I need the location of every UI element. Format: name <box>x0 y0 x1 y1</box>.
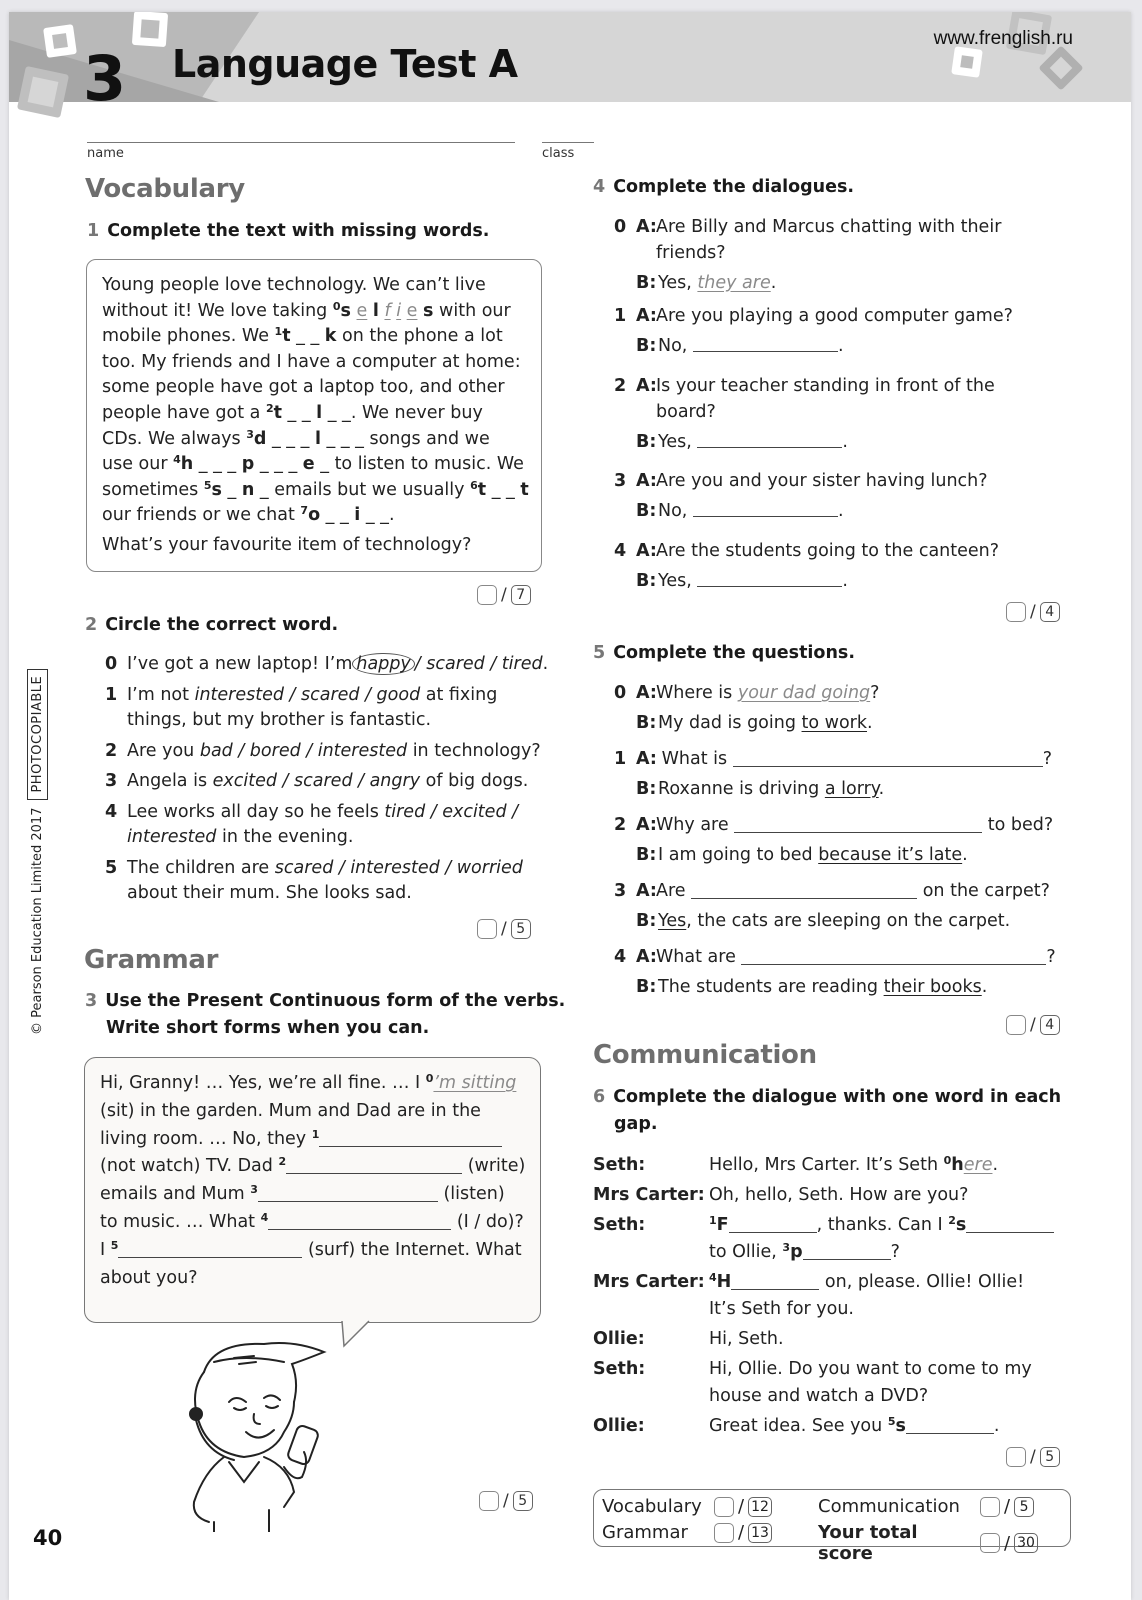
question-item: 1 A: What is ? <box>614 749 1052 769</box>
dialogue-line: Mrs Carter: $^4$H on, please. Ollie! Ollie! It’s Seth for you. <box>593 1271 1025 1319</box>
decorative-square-icon <box>951 46 983 78</box>
dialogue-item: 3 A: Are you and your sister having lunch? <box>614 471 988 492</box>
answer-blank-5[interactable] <box>906 1416 994 1434</box>
answer-blank-1[interactable] <box>319 1129 502 1147</box>
exercise-5-list: 0 A: Where is your dad going? B: My dad is going to work. 1 A: What is ? B: Roxanne is driving a lorry. 2 A: Why are to bed? B: I am going to bed because it’s late. 3 A: Are on the carpet? B: Yes, the cats are sleeping on the carpet. 4 A: What are ? B: The students are reading their books. <box>614 680 1084 1000</box>
dialogue-item: 2 A: Is your teacher standing in front of the board? <box>614 375 995 422</box>
score-max: 5 <box>511 919 531 939</box>
exercise-1-textbox <box>86 259 542 572</box>
decorative-square-icon <box>43 24 77 58</box>
summary-grammar: Grammar / 13 <box>602 1522 772 1543</box>
answer-blank-2[interactable] <box>286 1156 462 1174</box>
circled-answer: happy <box>352 653 414 675</box>
answer-blank-1[interactable] <box>729 1215 817 1233</box>
class-field[interactable] <box>542 142 594 143</box>
exercise-1-title: 1 Complete the text with missing words. <box>87 221 490 241</box>
score-summary-box <box>593 1489 1071 1564</box>
decorative-square-icon <box>132 12 168 47</box>
question-item: 4 A: What are ? <box>614 947 1056 967</box>
score-input-box[interactable] <box>1006 602 1026 622</box>
score-input-box[interactable] <box>477 585 497 605</box>
answer-blank[interactable] <box>697 430 842 448</box>
score-input-box[interactable] <box>479 1491 499 1511</box>
dialogue-line: Ollie: Great idea. See you $^5$s . <box>593 1415 1000 1436</box>
list-item[interactable]: 3 Angela is excited / scared / angry of big dogs. <box>105 771 529 791</box>
score-max: 5 <box>1040 1447 1060 1467</box>
exercise-2-score: / 5 <box>477 919 531 939</box>
exercise-4-score: / 4 <box>1006 602 1060 622</box>
dialogue-line: Ollie: Hi, Seth. <box>593 1329 784 1349</box>
list-item[interactable]: 2 Are you bad / bored / interested in technology? <box>105 740 541 761</box>
answer-blank-4[interactable] <box>268 1212 451 1230</box>
exercise-5-score: / 4 <box>1006 1015 1060 1035</box>
score-input-box[interactable] <box>1006 1015 1026 1035</box>
dialogue-line: Seth: Hi, Ollie. Do you want to come to my house and watch a DVD? <box>593 1359 1032 1406</box>
section-vocabulary: Vocabulary <box>85 174 245 204</box>
worksheet-page <box>9 12 1131 1600</box>
answer-blank[interactable] <box>693 334 838 352</box>
exercise-4-title: 4 Complete the dialogues. <box>593 177 855 197</box>
score-input-box[interactable] <box>1006 1447 1026 1467</box>
name-label: name <box>87 146 124 161</box>
list-item: 0 I’ve got a new laptop! I’m happy / scared / tired. <box>105 654 549 674</box>
score-input-box[interactable] <box>477 919 497 939</box>
score-max: 4 <box>1040 1015 1060 1035</box>
dialogue-item: 0 A: Are Billy and Marcus chatting with their friends? <box>614 217 1002 263</box>
photocopiable-badge: PHOTOCOPIABLE <box>27 669 48 800</box>
answer-blank[interactable] <box>691 881 917 899</box>
dialogue-item: 4 A: Are the students going to the canteen? <box>614 540 1000 561</box>
answer-blank[interactable] <box>693 499 838 517</box>
list-item[interactable]: 1 I’m not interested / scared / good at fixing things, but my brother is fantastic. <box>105 684 498 730</box>
section-communication: Communication <box>593 1040 817 1070</box>
score-max: 7 <box>511 585 531 605</box>
question-item: 2 A: Why are to bed? <box>614 815 1054 835</box>
score-input-box[interactable] <box>980 1497 1000 1517</box>
question-item: 0 A: Where is your dad going? <box>614 683 880 703</box>
answer-blank-3[interactable] <box>258 1184 438 1202</box>
side-copyright <box>27 669 48 1035</box>
class-label: class <box>542 146 575 161</box>
dialogue-line: Seth: Hello, Mrs Carter. It’s Seth $^0$here. <box>593 1154 999 1175</box>
list-item[interactable]: 5 The children are scared / interested / worried about their mum. She looks sad. <box>105 857 523 903</box>
exercise-3-speech-bubble <box>84 1057 541 1323</box>
dialogue-line: Seth: $^1$F , thanks. Can I $^2$s to Ollie, $^3$p ? <box>593 1212 1073 1266</box>
score-input-box[interactable] <box>980 1533 1000 1553</box>
exercise-3-text: Hi, Granny! … Yes, we’re all fine. … I $^0$’m sitting (sit) in the garden. Mum and Dad are in the living room. … No, they $^1$ (not watch) TV. Dad $^2$ (write) emails and Mum $^3$ (listen) to music. … What $^4$ (I / do)? I $^5$ (surf) the Internet. What about you? <box>100 1072 526 1288</box>
score-input-box[interactable] <box>714 1497 734 1517</box>
section-grammar: Grammar <box>84 945 219 975</box>
dialogue-item: 1 A: Are you playing a good computer game? <box>614 306 1013 327</box>
exercise-1-text: Young people love technology. We can’t live without it! We love taking $^0$s e l f i e s with our mobile phones. We $^1$t _ _ k on the phone a lot too. My friends and I have a computer at home: some people have got a laptop too, and other people have got a $^2$t _ _ l _ _. We never buy CDs. We always $^3$d _ _ _ l _ _ _ songs and we use our $^4$h _ _ _ p _ _ _ e _ to listen to music. We sometimes $^5$s _ n _ emails but we usually $^6$t _ _ t our friends or we chat $^7$o _ _ i _ _. What’s your favourite item of technology? <box>102 275 529 555</box>
unit-number: 3 <box>83 42 125 115</box>
exercise-2-list <box>105 652 555 907</box>
question-item: 3 A: Are on the carpet? <box>614 881 1050 901</box>
page-number: 40 <box>33 1526 63 1550</box>
summary-vocabulary: Vocabulary / 12 <box>602 1496 772 1517</box>
exercise-6-title: 6 Complete the dialogue with one word in each gap. <box>593 1087 1062 1134</box>
copyright-text: © Pearson Education Limited 2017 <box>30 807 45 1035</box>
answer-blank-3[interactable] <box>803 1242 891 1260</box>
exercise-3-score: / 5 <box>479 1491 533 1511</box>
score-input-box[interactable] <box>714 1523 734 1543</box>
score-max: 5 <box>513 1491 533 1511</box>
answer-blank-2[interactable] <box>966 1215 1054 1233</box>
answer-blank[interactable] <box>697 569 842 587</box>
exercise-2-title: 2 Circle the correct word. <box>85 615 339 635</box>
answer-blank[interactable] <box>741 947 1046 965</box>
name-field[interactable] <box>87 142 515 143</box>
exercise-4-list: 0 A: Are Billy and Marcus chatting with their friends? B: Yes, they are . 1 A: Are you playing a good computer game? B: No, . 2 A: Is your teacher standing in front of the board? B: Yes, . 3 A: Are you and your sister having lunch? B: No, . 4 A: Are the students going to the canteen? B: Yes, . <box>614 215 1064 595</box>
answer-blank[interactable] <box>734 815 982 833</box>
dialogue-line: Mrs Carter: Oh, hello, Seth. How are you? <box>593 1185 969 1205</box>
speech-bubble-tail <box>339 1320 379 1350</box>
exercise-6-dialogue <box>593 1152 1073 1440</box>
list-item[interactable]: 4 Lee works all day so he feels tired / excited / interested in the evening. <box>105 801 519 847</box>
decorative-square-icon <box>17 66 69 118</box>
site-url: www.frenglish.ru <box>933 28 1073 49</box>
answer-blank[interactable] <box>733 749 1043 767</box>
summary-communication: Communication / 5 <box>818 1496 1034 1517</box>
page-title: Language Test A <box>172 42 518 86</box>
answer-blank-4[interactable] <box>731 1272 819 1290</box>
exercise-6-score: / 5 <box>1006 1447 1060 1467</box>
exercise-5-title: 5 Complete the questions. <box>593 643 855 663</box>
boy-with-phone-illustration <box>174 1332 334 1532</box>
score-max: 4 <box>1040 602 1060 622</box>
exercise-3-title: 3 Use the Present Continuous form of the verbs. Write short forms when you can. <box>85 991 566 1038</box>
exercise-1-score: / 7 <box>477 585 531 605</box>
answer-blank-5[interactable] <box>118 1240 302 1258</box>
summary-total: Your total score / 30 <box>818 1522 1038 1564</box>
